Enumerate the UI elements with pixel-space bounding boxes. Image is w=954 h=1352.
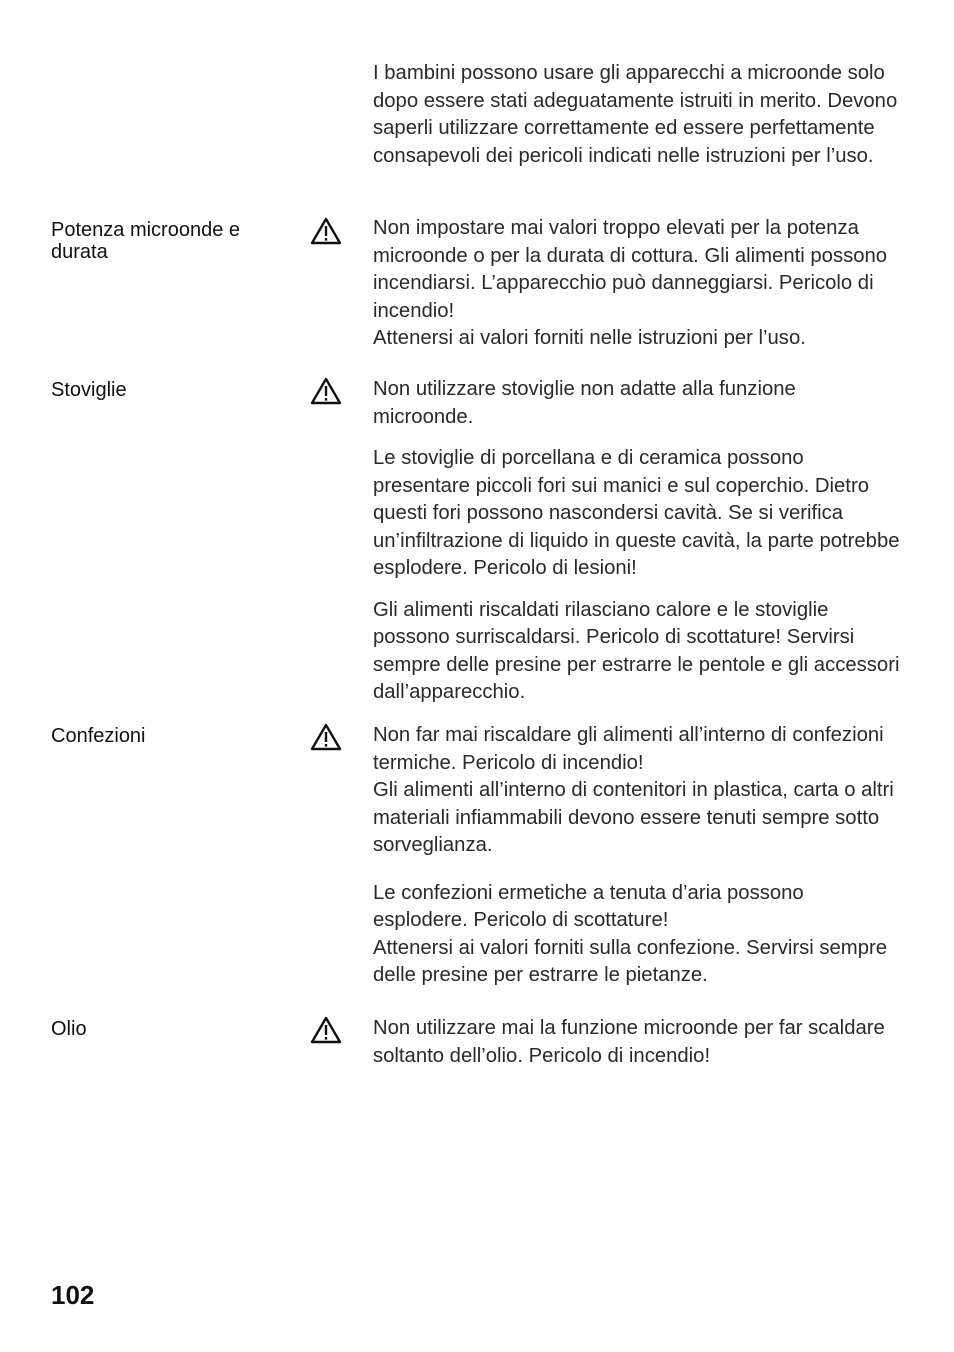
intro-paragraph [373,60,901,170]
section-paragraph: Gli alimenti riscaldati rilasciano calore e le stoviglie possono surriscaldarsi. Pericolo di scottature! Servirsi sempre delle presine per estrarre le pentole e gli accessori dall’apparecchio. [373,598,900,703]
section-paragraph: Le stoviglie di porcellana e di ceramica possono presentare piccoli fori sui manici e sul coperchio. Dietro questi fori possono nascondersi cavità. Se si verifica un’infiltrazione di liquido in queste cavità, la parte potrebbe esplodere. Pericolo di lesioni! [373,447,900,579]
warning-triangle-icon [310,722,342,752]
section-label-confezioni: Confezioni [51,725,146,747]
warning-triangle-icon [310,1015,342,1045]
section-label-olio: Olio [51,1018,87,1040]
section-paragraph: Non far mai riscaldare gli alimenti all’interno di confezioni termiche. Pericolo di incendio! [373,724,884,774]
section-body-confezioni [373,722,901,990]
section-label-potenza: Potenza microonde e durata [51,219,241,263]
section-paragraph: Non utilizzare mai la funzione microonde per far scaldare soltanto dell’olio. Pericolo di incendio! [373,1017,885,1067]
section-paragraph: Non utilizzare stoviglie non adatte alla funzione microonde. [373,378,796,428]
section-paragraph: Attenersi ai valori forniti sulla confezione. Servirsi sempre delle presine per estrarre le pietanze. [373,936,888,986]
section-paragraph: Attenersi ai valori forniti nelle istruzioni per l’uso. [373,327,806,349]
page-number: 102 [51,1280,95,1310]
section-body-stoviglie [373,376,901,707]
section-body-olio [373,1015,901,1070]
section-paragraph: Gli alimenti all’interno di contenitori in plastica, carta o altri materiali infiammabili devono essere tenuti sempre sotto sorveglianza. [373,779,894,856]
warning-triangle-icon [310,216,342,246]
section-body-potenza [373,215,901,353]
section-paragraph: Le confezioni ermetiche a tenuta d’aria possono esplodere. Pericolo di scottature! [373,881,804,931]
warning-triangle-icon [310,376,342,406]
intro-text: I bambini possono usare gli apparecchi a microonde solo dopo essere stati adeguatamente istruiti in merito. Devono saperli utilizzare correttamente ed essere perfettamente consapevoli dei pericoli indicati nelle istruzioni per l’uso. [373,62,898,167]
section-paragraph: Non impostare mai valori troppo elevati per la potenza microonde o per la durata di cottura. Gli alimenti possono incendiarsi. L’apparecchio può danneggiarsi. Pericolo di incendio! [373,217,888,322]
section-label-stoviglie: Stoviglie [51,379,127,401]
